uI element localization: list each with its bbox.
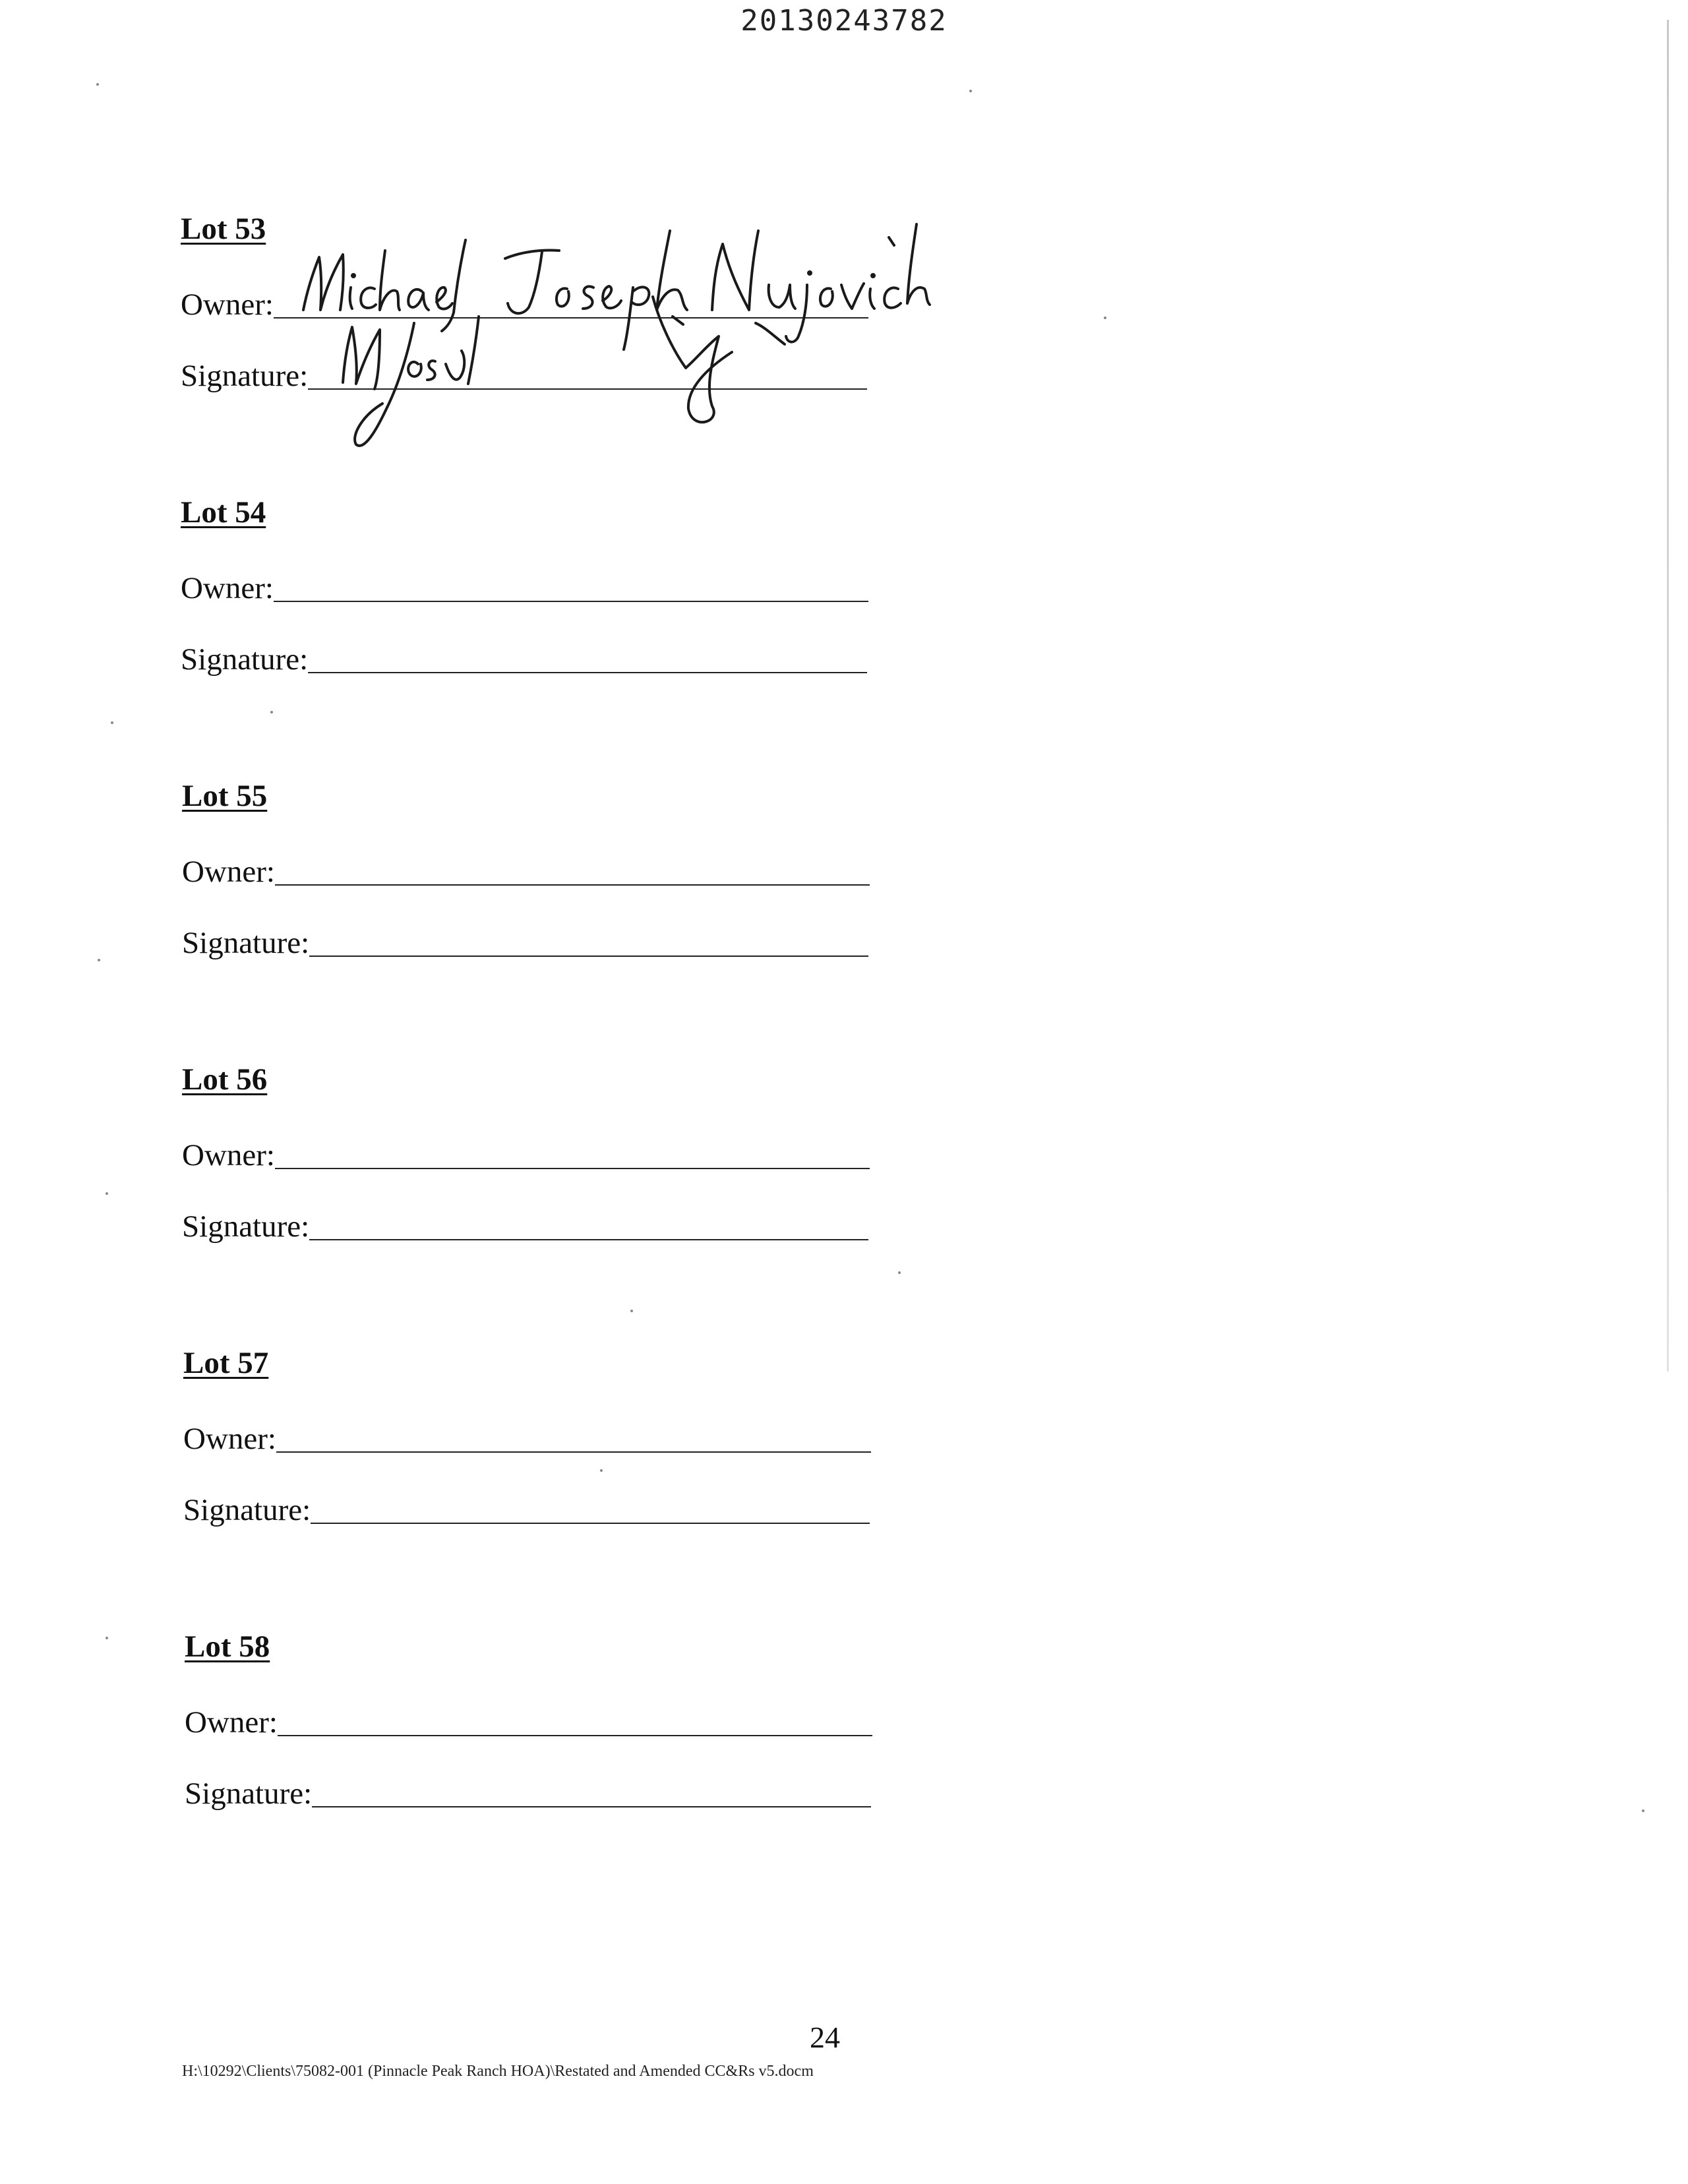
lot-53-handwriting	[284, 211, 930, 488]
owner-line[interactable]	[275, 884, 870, 886]
handwritten-signature	[343, 297, 785, 446]
scan-speck	[106, 1637, 108, 1639]
owner-field[interactable]	[185, 1699, 872, 1738]
signature-line[interactable]	[309, 1239, 868, 1240]
signature-line[interactable]	[309, 956, 868, 957]
scan-speck	[98, 959, 100, 961]
signature-line[interactable]	[311, 1523, 870, 1524]
lot-heading: Lot 57	[183, 1346, 269, 1380]
document-number: 20130243782	[740, 4, 948, 38]
scan-speck	[106, 1192, 108, 1195]
owner-field[interactable]	[182, 1132, 870, 1171]
signature-line[interactable]	[308, 672, 867, 673]
signature-label: Signature:	[183, 1493, 311, 1527]
scan-speck	[111, 721, 113, 724]
page-number: 24	[810, 2020, 840, 2054]
scan-speck	[630, 1310, 633, 1312]
signature-label: Signature:	[181, 642, 309, 677]
lot-56-block	[182, 1062, 907, 1259]
signature-label: Signature:	[185, 1776, 313, 1811]
signature-field[interactable]	[181, 636, 867, 675]
handwritten-owner-name	[303, 240, 466, 331]
lot-heading: Lot 58	[185, 1629, 270, 1664]
signature-label: Signature:	[182, 1209, 310, 1244]
signature-field[interactable]	[182, 919, 868, 959]
owner-line[interactable]	[278, 1735, 872, 1736]
owner-line[interactable]	[276, 1451, 871, 1453]
owner-label: Owner:	[181, 571, 274, 605]
lot-heading: Lot 55	[182, 779, 268, 813]
lot-heading: Lot 54	[181, 495, 266, 530]
scan-speck	[270, 711, 273, 713]
signature-line[interactable]	[312, 1806, 871, 1807]
owner-label: Owner:	[181, 288, 274, 322]
owner-field[interactable]	[183, 1415, 871, 1455]
signature-label: Signature:	[181, 359, 309, 393]
owner-line[interactable]	[274, 601, 868, 602]
scan-edge-line	[1667, 20, 1669, 1372]
scan-speck	[969, 90, 972, 92]
lot-54-block	[181, 495, 906, 692]
signature-field[interactable]	[183, 1486, 870, 1526]
scan-speck	[96, 83, 99, 86]
lot-57-block	[183, 1345, 909, 1543]
owner-label: Owner:	[182, 1138, 275, 1172]
owner-label: Owner:	[185, 1705, 278, 1740]
owner-label: Owner:	[183, 1422, 276, 1456]
owner-field[interactable]	[181, 564, 868, 604]
signature-field[interactable]	[182, 1203, 868, 1242]
lot-58-block	[185, 1629, 910, 1827]
owner-line[interactable]	[275, 1168, 870, 1169]
scan-speck	[1642, 1809, 1644, 1812]
owner-label: Owner:	[182, 855, 275, 889]
owner-field[interactable]	[182, 848, 870, 888]
lot-heading: Lot 56	[182, 1062, 268, 1097]
signature-label: Signature:	[182, 926, 310, 960]
scan-speck	[898, 1271, 901, 1274]
footer-file-path: H:\10292\Clients\75082-001 (Pinnacle Peak Ranch HOA)\Restated and Amended CC&Rs v5.docm	[182, 2063, 814, 2080]
lot-heading: Lot 53	[181, 212, 266, 246]
scan-speck	[1104, 317, 1106, 319]
lot-55-block	[182, 778, 907, 976]
signature-field[interactable]	[185, 1770, 871, 1809]
